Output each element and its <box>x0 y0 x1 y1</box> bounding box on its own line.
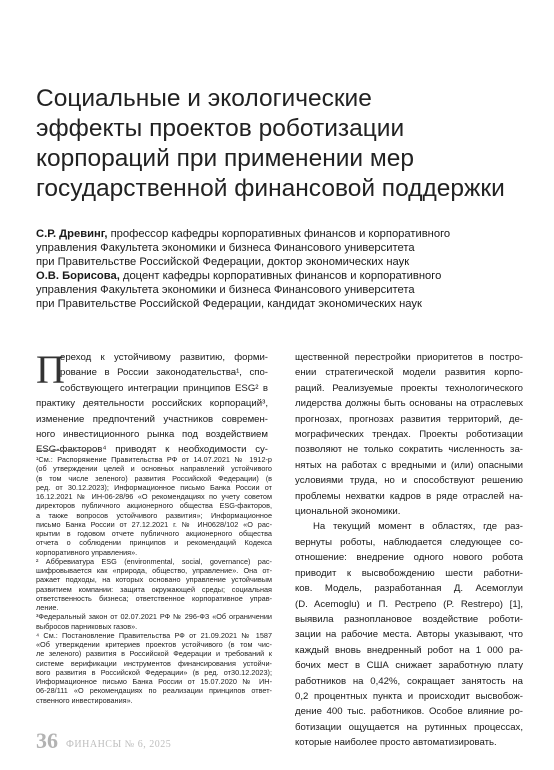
footnote-line: крытии в годовом отчете публичного акционерного общества <box>36 529 272 538</box>
footnote-line: Информационное письмо Банка России от 15.07.2020 № ИН- <box>36 677 272 686</box>
body-line: ков. Модель, разработанная Д. Асемоглуи <box>295 583 523 595</box>
body-line: позволяют не только сократить численность за- <box>295 444 523 456</box>
footnote-line: 06-28/111 «О рекомендациях по реализации принципов ответ- <box>36 686 272 696</box>
body-line: ереход к устойчивому развитию, форми- <box>60 352 268 363</box>
footnote-line: корпоративного управления». <box>36 547 138 557</box>
body-line: лидерства должны быть основаны на отраслевых <box>295 398 523 410</box>
footnote-line: «Об утверждении критериев проектов устойчивого (в том чис- <box>36 640 272 649</box>
author-name: О.В. Борисова, <box>36 269 120 282</box>
title-line: корпораций при применении мер <box>36 145 414 172</box>
body-line: собствующего интеграции принципов ESG² в <box>60 382 268 394</box>
footnote-line: ле зеленого) развития в Российской Федерации и требований к <box>36 649 272 659</box>
body-line: практику деятельности российских корпораций³, <box>36 398 268 410</box>
body-line: работников на 0,42%, сокращает занятость на <box>295 675 523 687</box>
body-line: рование в России законодательства¹, спо- <box>60 367 268 379</box>
footnote-line: (об утверждении целей и основных направлений устойчивого <box>36 464 272 474</box>
footnote-line: письмо Банка России от 27.12.2021 г. № ИН0628/102 «О рас- <box>36 519 272 529</box>
page-number: 36 <box>36 728 58 753</box>
left-column <box>36 347 268 458</box>
footnote-line: ⁴ См.: Постановление Правительства РФ от 21.09.2021 № 1587 <box>36 630 272 640</box>
body-line: ботизации ощущается на рутинных процессах, <box>295 721 523 733</box>
author-line <box>36 228 526 242</box>
footnote-line: ответственность бизнеса; ответственное корпоративное управ- <box>36 593 272 603</box>
body-line: щественной перестройки приоритетов в постро- <box>295 352 523 363</box>
body-line: ении стратегической модели развития корпо- <box>295 367 523 379</box>
body-line: проблемы нехватки кадров в ряде отраслей на- <box>295 490 523 502</box>
body-line: выявила разноплановое воздействие роботи- <box>295 613 523 625</box>
body-line: дение 400 тыс. работников. Особое влияние ро- <box>295 706 523 718</box>
footnote-line: системе верификации инструментов финансирования устойчи- <box>36 658 272 668</box>
footnote-line: директоров публичного акционерного общества ESG-факторов, <box>36 501 272 511</box>
author-affiliation: доцент кафедры корпоративных финансов и корпоративного <box>119 269 442 282</box>
journal-name: ФИНАНСЫ № 6, 2025 <box>66 739 172 750</box>
footnote-line: вого развития в Российской Федерации» (в ред. от30.12.2023); <box>36 667 272 677</box>
footnote-line: шифровывается как «природа, общество, управление». Она от- <box>36 566 272 575</box>
author-block <box>36 228 526 311</box>
footnote-line: выбросов парниковых газов». <box>36 621 138 631</box>
page-footer <box>36 722 171 752</box>
footnote-line: ¹См.: Распоряжение Правительства РФ от 14.07.2021 № 1912-р <box>36 455 272 464</box>
author-line: при Правительстве Российской Федерации, доктор экономических наук <box>36 255 410 268</box>
body-line: мографических трендах. Проекты роботизации <box>295 429 523 441</box>
footnote-line: ражает подходы, на которых основано управление устойчивым <box>36 575 272 585</box>
body-line: изменение предпочтений участников современ- <box>36 413 268 425</box>
footnote-line: ственного инвестирования». <box>36 695 133 705</box>
body-line: ного инвестиционного рынка под воздействием <box>36 429 268 441</box>
body-line: 0,2 процентных пункта и происходит высвобож- <box>295 690 523 702</box>
footnote-line: ² Аббревиатура ESG (environmental, social, governance) рас- <box>36 556 272 566</box>
body-line: которые наиболее просто автоматизировать. <box>295 737 497 749</box>
author-line: управления Факультета экономики и бизнеса Финансового университета <box>36 241 415 254</box>
right-column <box>295 350 523 751</box>
body-line: раций. Реализуемые проекты технологического <box>295 382 523 394</box>
body-line: нятых на работах с вредными и (или) опасными <box>295 459 523 471</box>
body-line: отношение: внедрение одного нового робота <box>295 552 523 564</box>
author-line: при Правительстве Российской Федерации, кандидат экономических наук <box>36 297 422 310</box>
body-line: каждый вновь внедренный робот на 1 000 ра- <box>295 644 523 656</box>
body-line: На текущий момент в областях, где раз- <box>313 521 523 533</box>
footnote-line: ление. <box>36 603 59 612</box>
footnote-line: отчета о соблюдении принципов и рекомендаций Кодекса <box>36 538 272 548</box>
footnote-line: 16.12.2021 № ИН-06-28/96 «О рекомендациях по учету советом <box>36 492 272 501</box>
footnote-line: развитием компании: защита окружающей среды; социальная <box>36 584 272 594</box>
footnote-line: а также вопросов устойчивого развития»; Информационное <box>36 510 272 520</box>
drop-cap: П <box>36 347 65 392</box>
title-line: государственной финансовой поддержки <box>36 175 505 202</box>
body-line: бочих мест в США снижает заработную плату <box>295 660 523 672</box>
body-line: зации на рабочие места. Авторы указывают, что <box>295 629 523 641</box>
footnote-separator <box>36 450 96 451</box>
body-line: циональной экономики. <box>295 506 401 518</box>
body-line: прогнозах, прогнозах развития территорий, де- <box>295 413 523 425</box>
author-line <box>36 270 526 284</box>
footnote-line: (в том числе зеленого) развития Российской Федерации) (в <box>36 473 272 483</box>
body-line: приводит к высвобождению шести работни- <box>295 567 523 579</box>
title-line: Социальные и экологические <box>36 85 372 112</box>
body-line: (D. Acemoglu) и П. Рестрепо (P. Restrepo) [1], <box>295 598 523 610</box>
author-name: С.Р. Древинг, <box>36 228 108 240</box>
footnotes <box>36 455 272 705</box>
body-line: условиями труда, но и способствуют решению <box>295 475 523 487</box>
article-title <box>36 84 526 204</box>
footnote-line: ред. от 30.12.2023); Информационное письмо Банка России от <box>36 482 272 492</box>
body-line: вернуты роботы, наблюдается следующее со- <box>295 536 523 548</box>
author-line: управления Факультета экономики и бизнеса Финансового университета <box>36 283 415 296</box>
author-affiliation: профессор кафедры корпоративных финансов и корпоративного <box>107 228 451 240</box>
footnote-line: ³Федеральный закон от 02.07.2021 РФ № 296-ФЗ «Об ограничении <box>36 612 272 622</box>
body-line: ESG-факторов⁴ приводят к необходимости су- <box>36 444 268 456</box>
title-line: эффекты проектов роботизации <box>36 115 405 142</box>
